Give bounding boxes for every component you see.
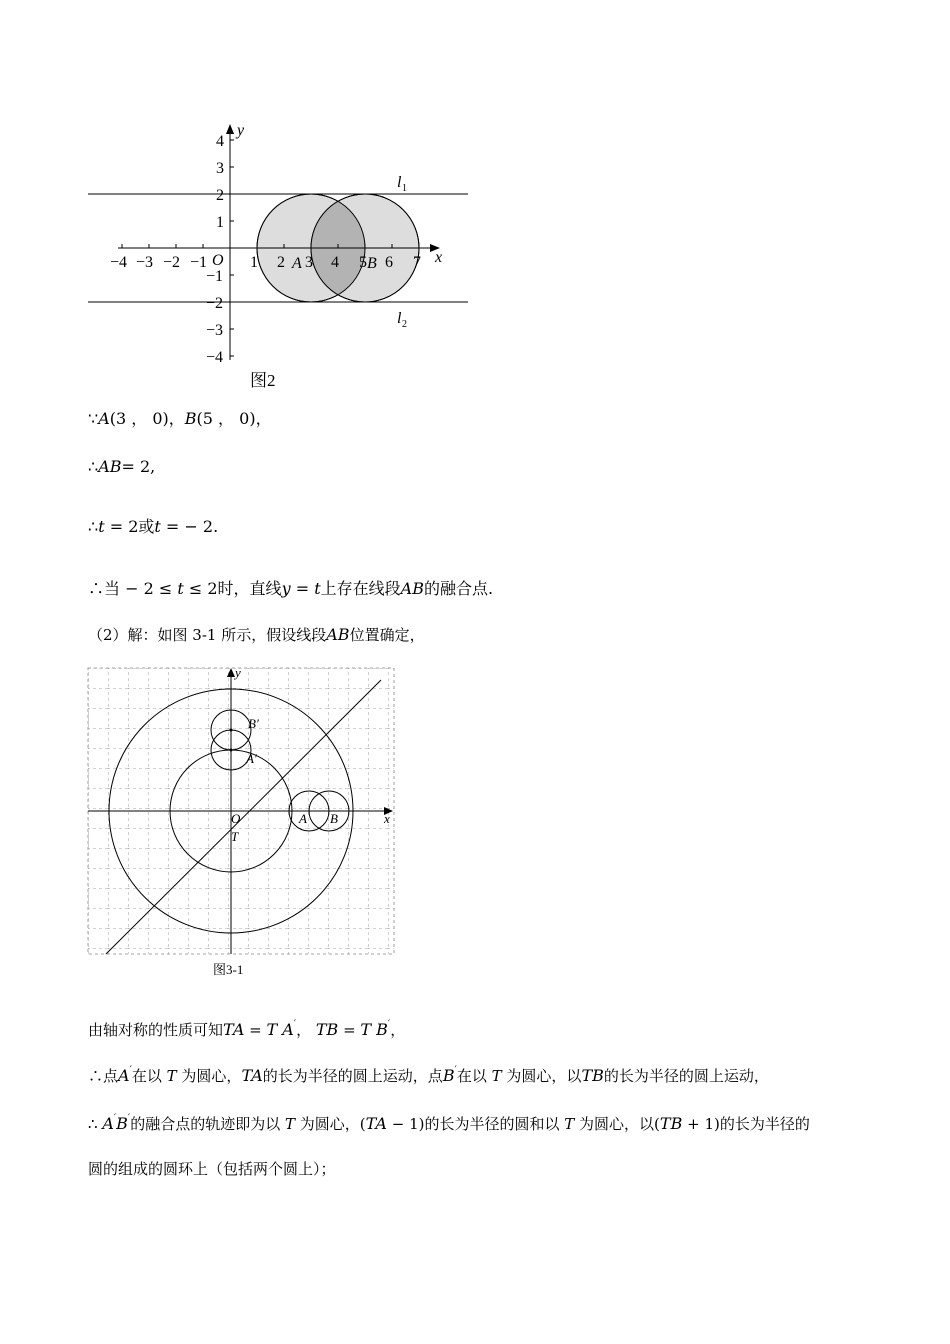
x-tick-label: 6 <box>385 254 393 271</box>
x-tick-label: −4 <box>110 254 128 271</box>
origin-label: O <box>212 252 224 269</box>
x-tick-label: 4 <box>331 254 339 271</box>
l2-label: l <box>397 310 402 327</box>
text-line-motion: ∴点A′在以 T 为圆心，TA的长为半径的圆上运动，点B′在以 T 为圆心，以TB的长为半径的圆上运动， <box>88 1065 769 1085</box>
l2-sub: 2 <box>402 319 407 330</box>
y-tick-label: 3 <box>216 160 224 177</box>
point-a-label: A <box>292 255 302 272</box>
x-tick-label: −3 <box>136 254 154 271</box>
l1-sub: 1 <box>402 183 407 194</box>
y-label: y <box>235 666 241 680</box>
figure-3-1 <box>86 666 398 956</box>
t-label: T <box>231 829 239 844</box>
text-line-symmetry: 由轴对称的性质可知TA = T A′， TB = T B′， <box>88 1019 406 1039</box>
x-label: x <box>384 811 390 826</box>
l1-label: l <box>397 174 402 191</box>
y-tick-label: −2 <box>206 295 224 312</box>
x-tick-label: 2 <box>277 254 285 271</box>
x-tick-label: 7 <box>413 254 421 271</box>
figure-3-1-caption: 图3-1 <box>213 962 244 977</box>
text-line-ab: ∴AB= 2, <box>88 457 156 476</box>
y-tick-label: 1 <box>216 214 224 231</box>
x-tick-label: 1 <box>250 254 258 271</box>
figure-2-caption: 图2 <box>250 371 276 390</box>
x-tick-label: 5 <box>359 254 367 271</box>
x-axis-label: x <box>435 249 443 266</box>
text-line-points: ∵A(3 ， 0)，B(5 ， 0)， <box>88 409 272 428</box>
text-line-t: ∴t = 2或t = − 2. <box>88 517 219 536</box>
text-line-conclusion: ∴当 − 2 ≤ t ≤ 2时，直线y = t上存在线段AB的融合点. <box>88 579 494 598</box>
b-label: B <box>330 811 338 826</box>
a-label: A <box>299 811 307 826</box>
x-tick-label: 3 <box>305 254 313 271</box>
x-tick-label: −2 <box>163 254 181 271</box>
y-tick-label: 4 <box>216 133 224 150</box>
y-axis-label: y <box>237 122 245 139</box>
text-line-ring: 圆的组成的圆环上（包括两个圆上）； <box>88 1160 336 1178</box>
y-tick-label: −3 <box>206 322 224 339</box>
y-tick-label: 2 <box>216 187 224 204</box>
a-prime-label: A′ <box>246 751 257 766</box>
b-prime-label: B′ <box>248 716 259 731</box>
figure-2 <box>80 115 480 390</box>
point-b-label: B <box>367 255 377 272</box>
o-label: O <box>231 811 241 826</box>
y-tick-label: −1 <box>206 268 224 285</box>
x-tick-label: −1 <box>190 254 208 271</box>
text-line-part2: （2）解：如图 3-1 所示，假设线段AB位置确定， <box>88 625 425 644</box>
text-line-trajectory: ∴ A′B′的融合点的轨迹即为以 T 为圆心，(TA − 1)的长为半径的圆和以 T 为圆心，以(TB + 1)的长为半径的 <box>88 1113 810 1133</box>
y-tick-label: −4 <box>206 349 224 366</box>
